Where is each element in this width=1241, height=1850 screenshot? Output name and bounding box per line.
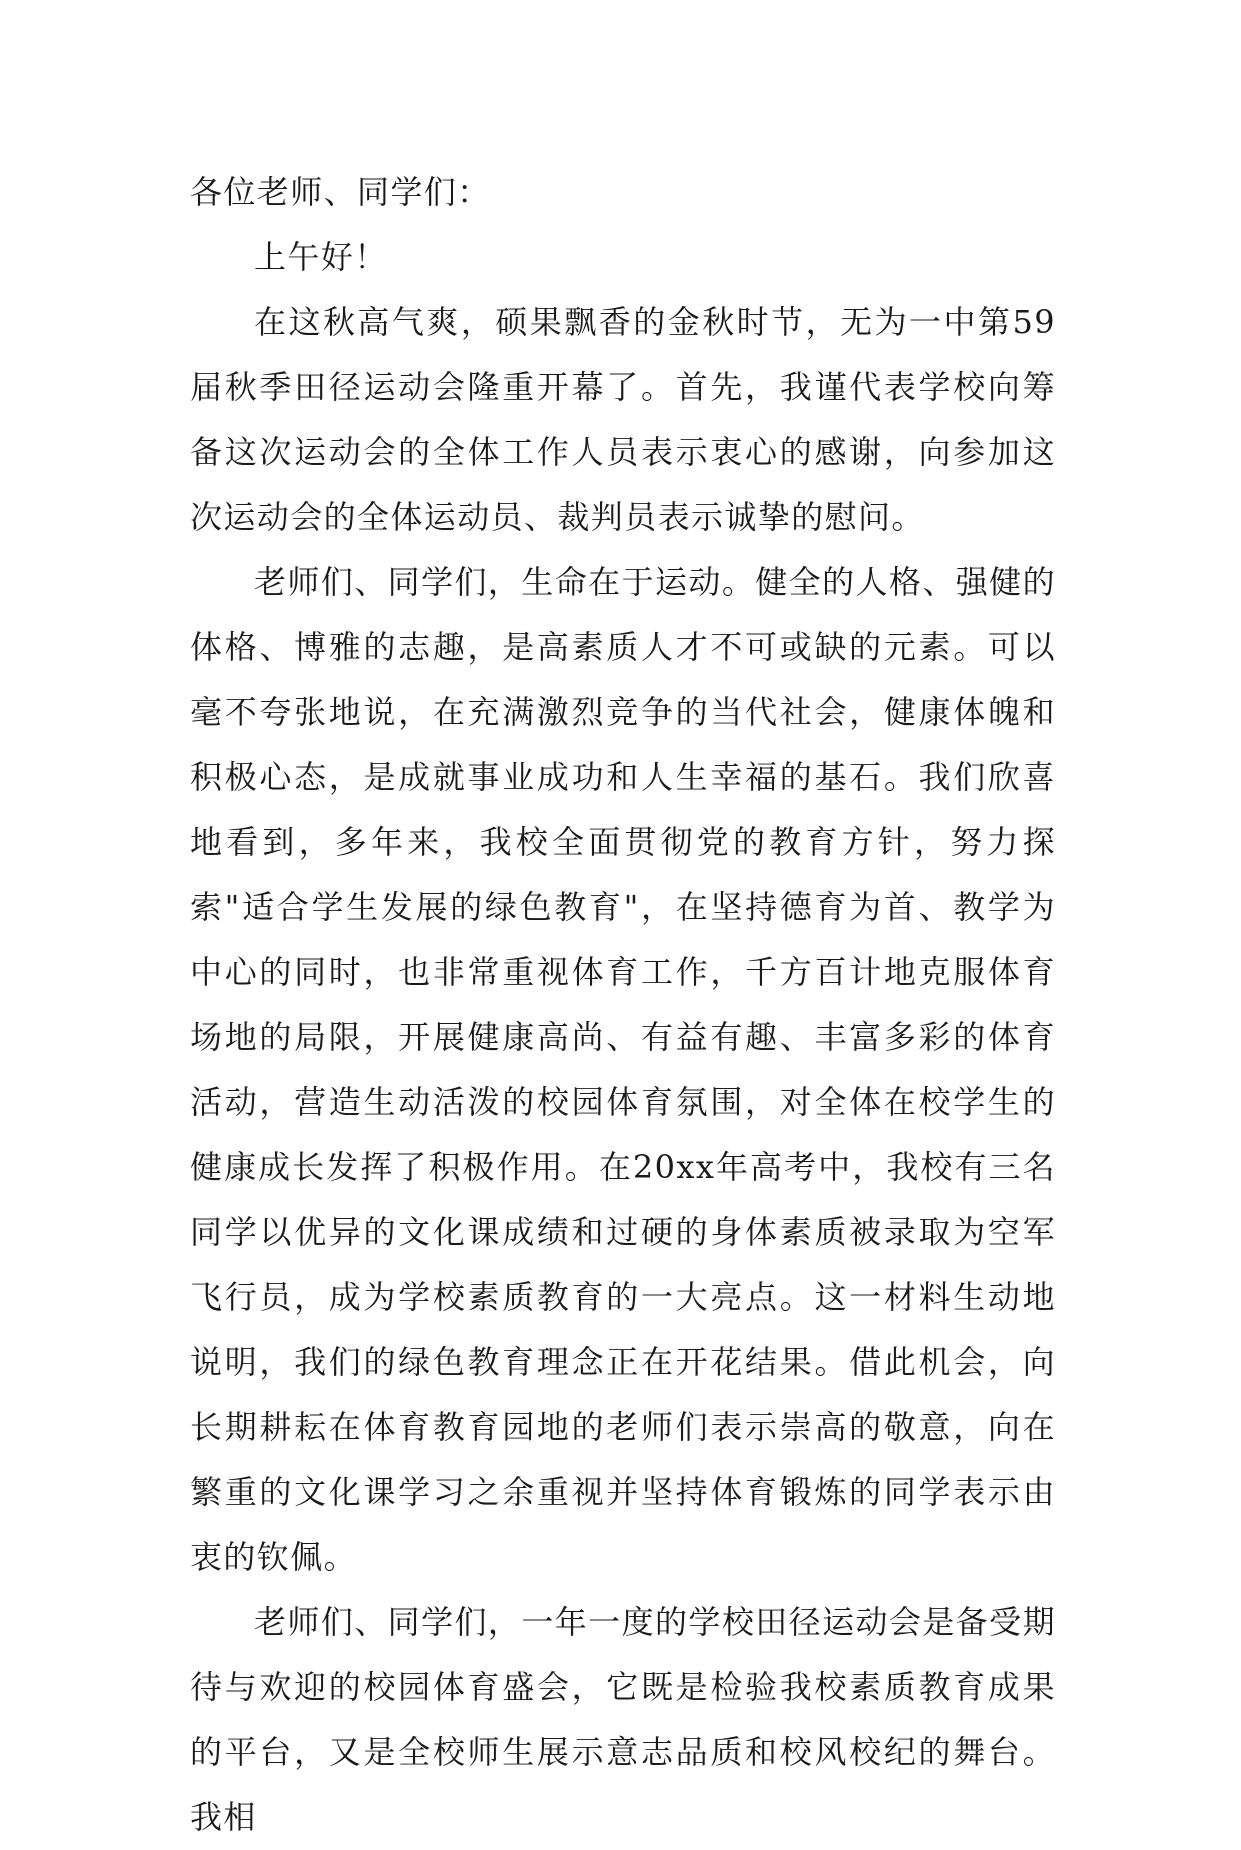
paragraph-opening: 在这秋高气爽，硕果飘香的金秋时节，无为一中第59届秋季田径运动会隆重开幕了。首先，我谨代表学校向筹备这次运动会的全体工作人员表示衷心的感谢，向参加这次运动会的全体运动员、裁判员表示诚挚的慰问。	[190, 303, 1056, 536]
salutation: 各位老师、同学们：	[190, 173, 491, 211]
greeting: 上午好！	[254, 238, 388, 276]
paragraph-sports-meet: 老师们、同学们，一年一度的学校田径运动会是备受期待与欢迎的校园体育盛会，它既是检验我校素质教育成果的平台，又是全校师生展示意志品质和校风校纪的舞台。我相	[190, 1603, 1056, 1836]
paragraph-sports-value: 老师们、同学们，生命在于运动。健全的人格、强健的体格、博雅的志趣，是高素质人才不可或缺的元素。可以毫不夸张地说，在充满激烈竞争的当代社会，健康体魄和积极心态，是成就事业成功和人生幸福的基石。我们欣喜地看到，多年来，我校全面贯彻党的教育方针，努力探索"适合学生发展的绿色教育"，在坚持德育为首、教学为中心的同时，也非常重视体育工作，千方百计地克服体育场地的局限，开展健康高尚、有益有趣、丰富多彩的体育活动，营造生动活泼的校园体育氛围，对全体在校学生的健康成长发挥了积极作用。在20xx年高考中，我校有三名同学以优异的文化课成绩和过硬的身体素质被录取为空军飞行员，成为学校素质教育的一大亮点。这一材料生动地说明，我们的绿色教育理念正在开花结果。借此机会，向长期耕耘在体育教育园地的老师们表示崇高的敬意，向在繁重的文化课学习之余重视并坚持体育锻炼的同学表示由衷的钦佩。	[190, 563, 1056, 1576]
document-page	[190, 160, 1056, 1850]
